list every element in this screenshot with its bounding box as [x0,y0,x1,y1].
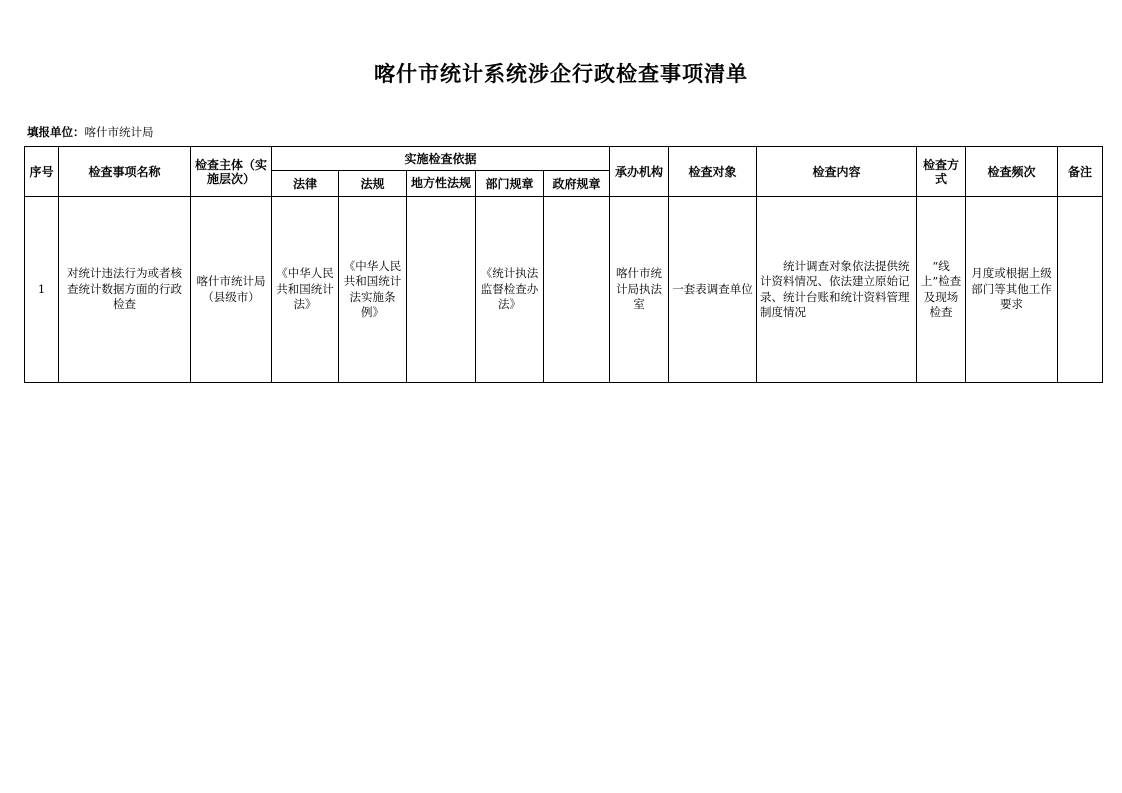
cell-frequency: 月度或根据上级部门等其他工作要求 [966,197,1058,383]
header-target: 检查对象 [669,147,757,197]
filler-unit [27,124,154,140]
cell-method: “线上”检查及现场检查 [917,197,966,383]
header-content: 检查内容 [757,147,917,197]
header-basis-law: 法律 [272,171,339,197]
header-agency: 承办机构 [610,147,669,197]
header-basis-local [407,171,476,197]
cell-basis-local [407,197,476,383]
inspection-table [24,146,1103,383]
cell-basis-dept-rule: 《统计执法监督检查办法》 [476,197,544,383]
header-basis-regulation: 法规 [339,171,407,197]
header-item-name: 检查事项名称 [59,147,191,197]
header-basis-group: 实施检查依据 [272,147,610,171]
table-row [25,197,1103,383]
cell-subject: 喀什市统计局（县级市） [191,197,272,383]
header-row-1 [25,147,1103,171]
cell-basis-gov-rule [544,197,610,383]
cell-item-name: 对统计违法行为或者核查统计数据方面的行政检查 [59,197,191,383]
header-basis-dept-rule: 部门规章 [476,171,544,197]
filler-unit-value: 喀什市统计局 [84,125,154,139]
cell-content: 统计调查对象依法提供统计资料情况、依法建立原始记录、统计台账和统计资料管理制度情况 [757,197,917,383]
cell-agency: 喀什市统计局执法室 [610,197,669,383]
cell-seq: 1 [25,197,59,383]
cell-target: 一套表调查单位 [669,197,757,383]
header-basis-gov-rule: 政府规章 [544,171,610,197]
cell-basis-law: 《中华人民共和国统计法》 [272,197,339,383]
header-method: 检查方式 [917,147,966,197]
cell-remark [1058,197,1103,383]
page-title: 喀什市统计系统涉企行政检查事项清单 [374,62,748,86]
header-remark: 备注 [1058,147,1103,197]
header-subject: 检查主体（实施层次） [191,147,272,197]
filler-unit-label: 填报单位： [27,125,85,139]
header-frequency: 检查频次 [966,147,1058,197]
header-basis-local-text: 地方性法规 [410,175,471,190]
header-seq: 序号 [25,147,59,197]
cell-basis-regulation: 《中华人民共和国统计法实施条例》 [339,197,407,383]
